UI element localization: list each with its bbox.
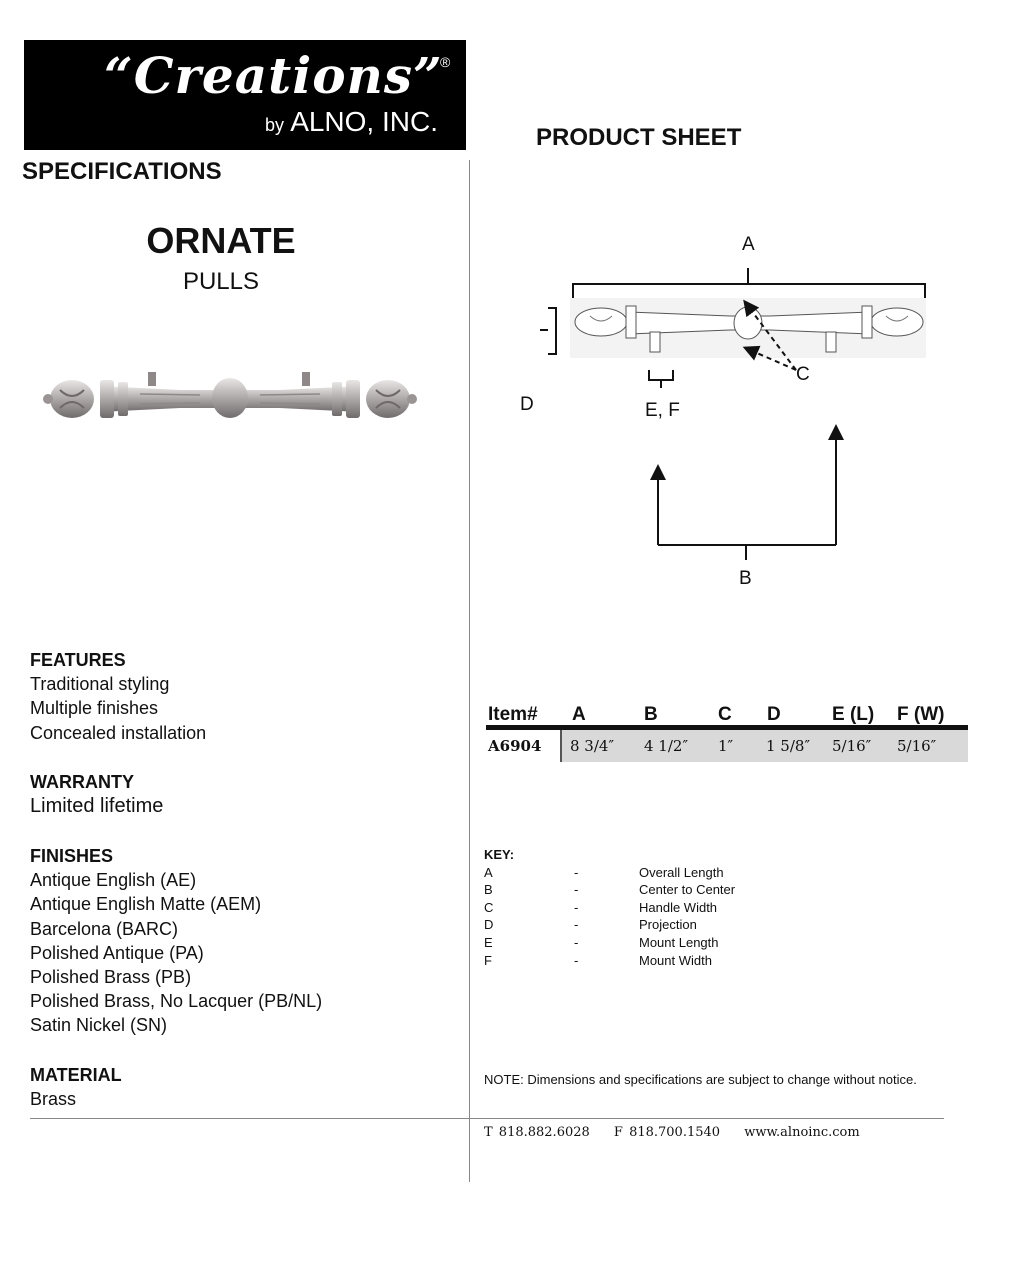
product-photo [40, 360, 420, 440]
key-row [484, 934, 784, 952]
key-letter: A [484, 864, 493, 880]
key-separator: - [574, 917, 579, 933]
feature-item: Multiple finishes [30, 698, 159, 719]
diagram-lines [500, 220, 1000, 600]
specifications-heading: SPECIFICATIONS [22, 158, 222, 185]
cell-e: 5/16″ [832, 737, 872, 755]
product-category: PULLS [182, 268, 260, 295]
key-legend [484, 846, 784, 969]
finish-item: Polished Antique (PA) [30, 942, 204, 963]
header-a: A [572, 704, 586, 725]
key-meaning: Mount Width [639, 952, 712, 968]
warranty-value: Limited lifetime [30, 795, 164, 818]
registered-mark: ® [440, 54, 451, 70]
logo-company [265, 106, 438, 138]
finish-item: Barcelona (BARC) [30, 918, 179, 939]
dimension-label-ef: E, F [645, 400, 680, 421]
phone-number: T 818.882.6028 [484, 1125, 590, 1140]
key-title: KEY: [484, 847, 515, 862]
vertical-divider [469, 160, 470, 1182]
finish-item: Antique English Matte (AEM) [30, 894, 262, 915]
logo-wordmark: “Creations” [104, 46, 443, 105]
header-d: D [767, 704, 781, 725]
dimension-label-a: A [742, 234, 755, 255]
dimension-label-c: C [796, 364, 810, 385]
finishes-label: FINISHES [30, 846, 114, 866]
finish-item: Satin Nickel (SN) [30, 1015, 168, 1036]
dimension-diagram [500, 220, 1000, 600]
key-separator: - [574, 899, 579, 915]
key-meaning: Projection [639, 917, 697, 933]
cell-b: 4 1/2″ [644, 737, 689, 755]
key-letter: F [484, 952, 492, 968]
warranty-label: WARRANTY [30, 772, 134, 792]
key-letter: E [484, 934, 493, 950]
key-meaning: Mount Length [639, 934, 719, 950]
features-section [30, 648, 206, 745]
finishes-section [30, 844, 322, 1038]
key-row [484, 881, 784, 899]
horizontal-divider [30, 1118, 944, 1119]
fax-number: F 818.700.1540 [613, 1125, 721, 1140]
feature-item: Concealed installation [30, 722, 207, 743]
cell-f: 5/16″ [897, 737, 937, 755]
key-separator: - [574, 882, 579, 898]
key-row [484, 864, 784, 882]
brand-logo [24, 40, 466, 150]
key-letter: D [484, 917, 494, 933]
key-row [484, 952, 784, 970]
dimension-label-d: D [520, 394, 534, 415]
key-separator: - [574, 934, 579, 950]
logo-by: by [264, 115, 284, 135]
product-sheet-heading: PRODUCT SHEET [536, 124, 742, 151]
key-separator: - [574, 864, 579, 880]
contact-line [484, 1125, 878, 1140]
key-meaning: Center to Center [639, 882, 736, 898]
feature-item: Traditional styling [30, 674, 170, 695]
key-row [484, 899, 784, 917]
product-name: ORNATE [146, 220, 296, 261]
cell-a: 8 3/4″ [570, 737, 615, 755]
material-label: MATERIAL [30, 1065, 122, 1085]
material-section [30, 1063, 122, 1111]
pull-handle-image [43, 372, 417, 418]
spec-table-header [486, 702, 968, 730]
disclaimer-note: NOTE: Dimensions and specifications are subject to change without notice. [484, 1072, 917, 1087]
header-b: B [644, 704, 658, 725]
website-link[interactable]: www.alnoinc.com [744, 1125, 860, 1140]
features-label: FEATURES [30, 650, 126, 670]
cell-c: 1″ [718, 737, 734, 755]
header-f: F (W) [897, 704, 945, 725]
header-e: E (L) [832, 704, 875, 725]
key-row [484, 916, 784, 934]
key-meaning: Handle Width [639, 899, 718, 915]
key-letter: C [484, 899, 494, 915]
table-row [486, 730, 968, 762]
handle-line-drawing [570, 298, 926, 358]
key-separator: - [574, 952, 579, 968]
finish-item: Polished Brass (PB) [30, 967, 192, 988]
cell-item: A6904 [488, 737, 542, 755]
cell-d: 1 5/8″ [766, 737, 811, 755]
key-meaning: Overall Length [639, 864, 724, 880]
spec-table [486, 702, 968, 762]
key-letter: B [484, 882, 493, 898]
logo-company-name: ALNO, INC. [290, 106, 438, 137]
material-value: Brass [30, 1089, 77, 1110]
header-c: C [718, 704, 732, 725]
header-item: Item# [488, 704, 538, 725]
finish-item: Polished Brass, No Lacquer (PB/NL) [30, 991, 323, 1012]
warranty-section [30, 770, 163, 818]
finish-item: Antique English (AE) [30, 870, 197, 891]
dimension-label-b: B [739, 568, 752, 589]
